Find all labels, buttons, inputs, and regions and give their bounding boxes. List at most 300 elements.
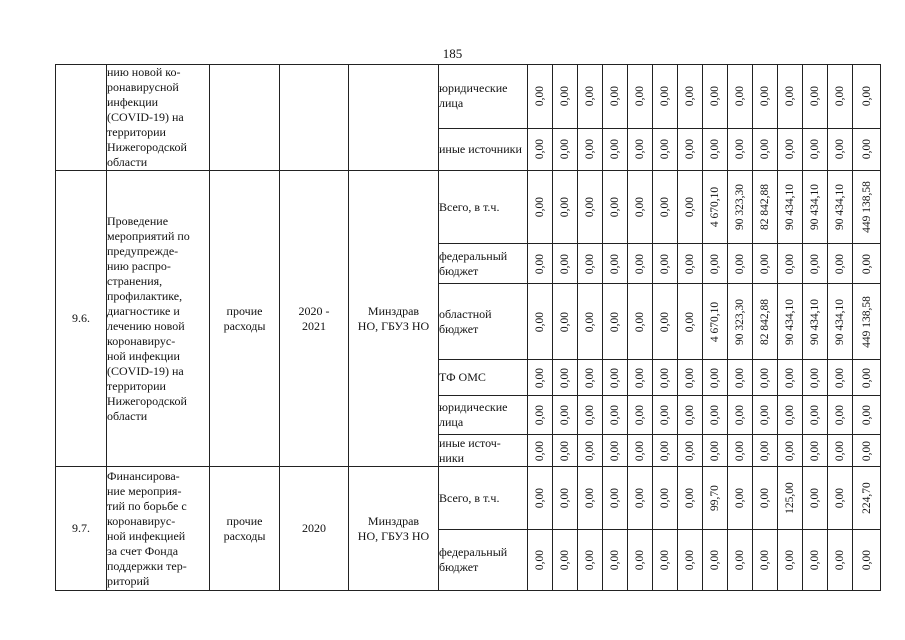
- amount-value: 0,00: [534, 404, 546, 426]
- amount-value: 0,00: [609, 196, 621, 218]
- amount-value: 0,00: [609, 487, 621, 509]
- amount-cell: [728, 284, 753, 360]
- amount-value: 0,00: [809, 86, 821, 107]
- amount-value: 0,00: [659, 139, 671, 160]
- amount-value: 90 323,30: [734, 298, 746, 345]
- item-description: Финансирова- ние мероприя- тий по борьбе с коронавирус- ной инфекцией за счет Фонда поддержки тер- риторий: [107, 467, 210, 591]
- amount-cell: [803, 128, 828, 170]
- funding-source: областной бюджет: [439, 284, 528, 360]
- amount-cell: [578, 467, 603, 530]
- executors: Минздрав НО, ГБУЗ НО: [349, 171, 439, 467]
- amount-value: 0,00: [834, 367, 846, 388]
- amount-cell: [653, 244, 678, 284]
- amount-cell: [828, 128, 853, 170]
- amount-value: 0,00: [759, 367, 771, 388]
- amount-cell: [528, 435, 553, 467]
- amount-value: 0,00: [860, 404, 873, 426]
- amount-value: 90 434,10: [834, 298, 846, 345]
- amount-value: 0,00: [634, 440, 646, 461]
- amount-cell: [528, 244, 553, 284]
- amount-cell: [553, 396, 578, 435]
- amount-cell: [728, 396, 753, 435]
- amount-cell: [678, 244, 703, 284]
- amount-value: 0,00: [684, 549, 696, 571]
- amount-value: 0,00: [684, 367, 696, 388]
- amount-cell: [778, 171, 803, 244]
- amount-value: 0,00: [709, 440, 721, 461]
- amount-value: 0,00: [609, 440, 621, 461]
- amount-cell: [553, 467, 578, 530]
- amount-cell: [553, 435, 578, 467]
- amount-cell: [728, 360, 753, 396]
- amount-value: 0,00: [734, 404, 746, 426]
- amount-cell: [628, 128, 653, 170]
- amount-cell: [828, 244, 853, 284]
- amount-value: 0,00: [809, 440, 821, 461]
- amount-cell: [603, 467, 628, 530]
- amount-cell: [828, 65, 853, 129]
- amount-cell: [853, 530, 881, 591]
- amount-value: 90 434,10: [784, 184, 796, 230]
- amount-cell: [528, 396, 553, 435]
- amount-value: 90 434,10: [809, 298, 821, 345]
- amount-cell: [753, 244, 778, 284]
- amount-cell: [553, 171, 578, 244]
- period: 2020: [280, 467, 349, 591]
- amount-value: 0,00: [559, 487, 571, 509]
- amount-value: 0,00: [759, 549, 771, 571]
- amount-cell: [578, 171, 603, 244]
- amount-cell: [628, 284, 653, 360]
- amount-cell: [553, 284, 578, 360]
- amount-value: 0,00: [534, 440, 546, 461]
- amount-cell: [578, 284, 603, 360]
- amount-cell: [853, 171, 881, 244]
- amount-cell: [703, 65, 728, 129]
- amount-cell: [753, 435, 778, 467]
- amount-value: 0,00: [784, 367, 796, 388]
- amount-cell: [628, 65, 653, 129]
- amount-cell: [728, 244, 753, 284]
- amount-cell: [628, 435, 653, 467]
- budget-table: [55, 64, 881, 591]
- funding-source: юридические лица: [439, 396, 528, 435]
- amount-value: 90 434,10: [834, 184, 846, 230]
- amount-value: 0,00: [860, 86, 873, 107]
- amount-cell: [528, 360, 553, 396]
- amount-cell: [603, 244, 628, 284]
- amount-value: 90 434,10: [809, 184, 821, 230]
- item-description: нию новой ко- ронавирусной инфекции (COVID-19) на территории Нижегородской области: [107, 65, 210, 171]
- table-row: [56, 171, 881, 244]
- amount-value: 0,00: [584, 139, 596, 160]
- item-description: Проведение мероприятий по предупрежде- нию распро- странения, профилактике, диагностике и лечению новой коронавирус- ной инфекции (COVID-19) на территории Нижегородской области: [107, 171, 210, 467]
- amount-value: 0,00: [584, 253, 596, 274]
- amount-value: 0,00: [584, 404, 596, 426]
- amount-cell: [728, 467, 753, 530]
- amount-cell: [803, 244, 828, 284]
- amount-value: 0,00: [809, 139, 821, 160]
- amount-cell: [753, 396, 778, 435]
- amount-value: 0,00: [684, 440, 696, 461]
- amount-value: 0,00: [534, 487, 546, 509]
- amount-cell: [803, 467, 828, 530]
- amount-cell: [678, 171, 703, 244]
- amount-cell: [728, 530, 753, 591]
- amount-value: 0,00: [659, 440, 671, 461]
- amount-cell: [528, 530, 553, 591]
- amount-value: 0,00: [709, 549, 721, 571]
- amount-value: 0,00: [634, 404, 646, 426]
- amount-cell: [803, 435, 828, 467]
- item-number: 9.6.: [56, 171, 107, 467]
- amount-value: 0,00: [659, 404, 671, 426]
- amount-cell: [728, 65, 753, 129]
- amount-value: 0,00: [659, 196, 671, 218]
- amount-value: 224,70: [860, 482, 873, 514]
- amount-value: 0,00: [634, 86, 646, 107]
- amount-cell: [703, 396, 728, 435]
- amount-value: 0,00: [734, 549, 746, 571]
- amount-cell: [653, 360, 678, 396]
- amount-cell: [653, 435, 678, 467]
- table-row: [56, 65, 881, 129]
- amount-cell: [803, 396, 828, 435]
- amount-cell: [853, 244, 881, 284]
- amount-cell: [703, 435, 728, 467]
- amount-value: 0,00: [684, 139, 696, 160]
- amount-cell: [628, 530, 653, 591]
- amount-cell: [703, 530, 728, 591]
- amount-cell: [803, 171, 828, 244]
- amount-cell: [703, 171, 728, 244]
- amount-cell: [778, 435, 803, 467]
- amount-cell: [853, 396, 881, 435]
- item-number: 9.7.: [56, 467, 107, 591]
- amount-value: 0,00: [834, 404, 846, 426]
- amount-value: 0,00: [784, 253, 796, 274]
- amount-value: 0,00: [734, 487, 746, 509]
- amount-cell: [628, 171, 653, 244]
- funding-source: Всего, в т.ч.: [439, 467, 528, 530]
- amount-cell: [753, 65, 778, 129]
- amount-value: 0,00: [659, 487, 671, 509]
- amount-value: 0,00: [860, 367, 873, 388]
- amount-value: 0,00: [734, 139, 746, 160]
- executors: [349, 65, 439, 171]
- amount-value: 0,00: [609, 311, 621, 332]
- amount-value: 0,00: [534, 367, 546, 388]
- amount-cell: [703, 284, 728, 360]
- amount-cell: [828, 360, 853, 396]
- funding-source: ТФ ОМС: [439, 360, 528, 396]
- amount-value: 0,00: [860, 440, 873, 461]
- amount-cell: [778, 396, 803, 435]
- amount-cell: [728, 435, 753, 467]
- amount-value: 99,70: [709, 485, 721, 511]
- amount-value: 0,00: [634, 367, 646, 388]
- amount-value: 0,00: [584, 487, 596, 509]
- amount-cell: [553, 530, 578, 591]
- amount-value: 0,00: [734, 367, 746, 388]
- amount-cell: [803, 65, 828, 129]
- amount-value: 0,00: [559, 549, 571, 571]
- amount-cell: [553, 244, 578, 284]
- amount-value: 0,00: [860, 139, 873, 160]
- amount-cell: [728, 128, 753, 170]
- amount-value: 0,00: [784, 139, 796, 160]
- amount-value: 0,00: [759, 253, 771, 274]
- amount-value: 0,00: [709, 139, 721, 160]
- amount-value: 0,00: [684, 86, 696, 107]
- expense-type: прочие расходы: [210, 171, 280, 467]
- amount-cell: [678, 530, 703, 591]
- amount-value: 0,00: [709, 404, 721, 426]
- funding-source: иные источники: [439, 128, 528, 170]
- amount-cell: [653, 467, 678, 530]
- amount-cell: [653, 530, 678, 591]
- amount-value: 0,00: [759, 487, 771, 509]
- table-row: [56, 467, 881, 530]
- amount-cell: [753, 128, 778, 170]
- item-number: [56, 65, 107, 171]
- amount-cell: [778, 530, 803, 591]
- amount-cell: [828, 171, 853, 244]
- amount-value: 0,00: [809, 549, 821, 571]
- amount-value: 0,00: [734, 440, 746, 461]
- amount-cell: [578, 435, 603, 467]
- amount-value: 0,00: [784, 440, 796, 461]
- amount-value: 0,00: [609, 549, 621, 571]
- amount-value: 0,00: [659, 311, 671, 332]
- amount-cell: [678, 360, 703, 396]
- amount-value: 0,00: [634, 253, 646, 274]
- amount-value: 0,00: [709, 86, 721, 107]
- amount-value: 0,00: [609, 404, 621, 426]
- amount-cell: [678, 396, 703, 435]
- amount-value: 0,00: [609, 367, 621, 388]
- amount-value: 0,00: [609, 86, 621, 107]
- amount-cell: [778, 128, 803, 170]
- amount-cell: [828, 467, 853, 530]
- amount-value: 0,00: [559, 253, 571, 274]
- amount-value: 0,00: [534, 253, 546, 274]
- amount-value: 0,00: [834, 253, 846, 274]
- amount-cell: [678, 467, 703, 530]
- period: 2020 - 2021: [280, 171, 349, 467]
- amount-value: 0,00: [734, 86, 746, 107]
- amount-cell: [553, 65, 578, 129]
- amount-value: 0,00: [534, 139, 546, 160]
- amount-value: 0,00: [584, 311, 596, 332]
- amount-cell: [828, 530, 853, 591]
- amount-cell: [803, 530, 828, 591]
- amount-value: 0,00: [584, 440, 596, 461]
- amount-cell: [603, 435, 628, 467]
- amount-value: 0,00: [584, 196, 596, 218]
- amount-cell: [678, 284, 703, 360]
- amount-cell: [653, 284, 678, 360]
- amount-cell: [628, 244, 653, 284]
- amount-value: 0,00: [659, 367, 671, 388]
- amount-value: 0,00: [559, 311, 571, 332]
- amount-cell: [753, 284, 778, 360]
- expense-type: [210, 65, 280, 171]
- amount-value: 0,00: [609, 253, 621, 274]
- amount-value: 0,00: [534, 196, 546, 218]
- funding-source: юридические лица: [439, 65, 528, 129]
- amount-cell: [753, 171, 778, 244]
- amount-value: 0,00: [809, 367, 821, 388]
- amount-value: 0,00: [834, 487, 846, 509]
- amount-cell: [653, 171, 678, 244]
- amount-cell: [528, 128, 553, 170]
- amount-cell: [853, 435, 881, 467]
- amount-value: 0,00: [860, 253, 873, 274]
- amount-cell: [653, 128, 678, 170]
- amount-value: 0,00: [709, 367, 721, 388]
- amount-cell: [528, 65, 553, 129]
- amount-cell: [703, 360, 728, 396]
- funding-source: иные источ- ники: [439, 435, 528, 467]
- amount-value: 0,00: [634, 139, 646, 160]
- amount-value: 4 670,10: [709, 301, 721, 342]
- amount-cell: [678, 128, 703, 170]
- amount-value: 0,00: [634, 311, 646, 332]
- amount-cell: [653, 396, 678, 435]
- amount-cell: [578, 65, 603, 129]
- amount-value: 0,00: [809, 404, 821, 426]
- amount-cell: [828, 284, 853, 360]
- funding-source: федеральный бюджет: [439, 244, 528, 284]
- amount-value: 0,00: [784, 404, 796, 426]
- amount-value: 0,00: [559, 367, 571, 388]
- amount-value: 0,00: [759, 86, 771, 107]
- amount-value: 0,00: [634, 549, 646, 571]
- amount-value: 0,00: [834, 86, 846, 107]
- amount-cell: [703, 467, 728, 530]
- amount-cell: [578, 396, 603, 435]
- amount-cell: [778, 244, 803, 284]
- executors: Минздрав НО, ГБУЗ НО: [349, 467, 439, 591]
- amount-value: 449 138,58: [860, 181, 873, 233]
- amount-cell: [853, 360, 881, 396]
- amount-cell: [578, 244, 603, 284]
- amount-cell: [653, 65, 678, 129]
- amount-cell: [528, 284, 553, 360]
- amount-value: 0,00: [659, 253, 671, 274]
- amount-cell: [753, 360, 778, 396]
- amount-value: 82 842,88: [759, 184, 771, 230]
- amount-cell: [628, 396, 653, 435]
- amount-cell: [753, 467, 778, 530]
- amount-value: 0,00: [584, 549, 596, 571]
- amount-value: 0,00: [759, 404, 771, 426]
- amount-value: 0,00: [734, 253, 746, 274]
- amount-value: 0,00: [834, 139, 846, 160]
- amount-cell: [578, 128, 603, 170]
- amount-value: 0,00: [559, 196, 571, 218]
- amount-cell: [778, 65, 803, 129]
- amount-cell: [853, 65, 881, 129]
- amount-value: 0,00: [709, 253, 721, 274]
- amount-cell: [603, 171, 628, 244]
- amount-cell: [853, 128, 881, 170]
- amount-cell: [828, 396, 853, 435]
- amount-cell: [728, 171, 753, 244]
- period: [280, 65, 349, 171]
- amount-value: 0,00: [659, 549, 671, 571]
- funding-source: Всего, в т.ч.: [439, 171, 528, 244]
- amount-value: 0,00: [784, 86, 796, 107]
- amount-cell: [828, 435, 853, 467]
- amount-value: 90 434,10: [784, 298, 796, 345]
- amount-value: 0,00: [559, 86, 571, 107]
- amount-value: 0,00: [534, 86, 546, 107]
- amount-value: 0,00: [809, 253, 821, 274]
- amount-value: 0,00: [559, 139, 571, 160]
- amount-value: 0,00: [584, 367, 596, 388]
- amount-cell: [678, 65, 703, 129]
- amount-cell: [853, 284, 881, 360]
- amount-cell: [778, 284, 803, 360]
- amount-cell: [528, 171, 553, 244]
- expense-type: прочие расходы: [210, 467, 280, 591]
- amount-cell: [603, 284, 628, 360]
- amount-cell: [603, 128, 628, 170]
- amount-cell: [778, 467, 803, 530]
- amount-value: 0,00: [684, 311, 696, 332]
- amount-cell: [553, 128, 578, 170]
- amount-value: 0,00: [659, 86, 671, 107]
- amount-cell: [603, 65, 628, 129]
- amount-value: 0,00: [784, 549, 796, 571]
- amount-value: 0,00: [684, 487, 696, 509]
- amount-cell: [753, 530, 778, 591]
- amount-value: 90 323,30: [734, 184, 746, 230]
- amount-value: 125,00: [784, 482, 796, 514]
- amount-cell: [628, 360, 653, 396]
- amount-value: 0,00: [684, 404, 696, 426]
- amount-value: 0,00: [534, 311, 546, 332]
- amount-cell: [528, 467, 553, 530]
- amount-value: 0,00: [609, 139, 621, 160]
- amount-value: 0,00: [759, 440, 771, 461]
- amount-cell: [628, 467, 653, 530]
- amount-value: 0,00: [860, 549, 873, 571]
- amount-cell: [603, 360, 628, 396]
- amount-cell: [803, 284, 828, 360]
- page-number: 185: [442, 46, 463, 61]
- amount-value: 0,00: [684, 196, 696, 218]
- amount-cell: [578, 530, 603, 591]
- amount-value: 0,00: [559, 404, 571, 426]
- amount-value: 0,00: [759, 139, 771, 160]
- amount-cell: [803, 360, 828, 396]
- amount-value: 0,00: [634, 487, 646, 509]
- amount-cell: [553, 360, 578, 396]
- amount-value: 0,00: [634, 196, 646, 218]
- amount-cell: [603, 530, 628, 591]
- amount-cell: [703, 244, 728, 284]
- amount-value: 4 670,10: [709, 186, 721, 228]
- amount-value: 0,00: [809, 487, 821, 509]
- amount-value: 0,00: [684, 253, 696, 274]
- amount-cell: [778, 360, 803, 396]
- amount-value: 82 842,88: [759, 298, 771, 345]
- amount-value: 0,00: [834, 440, 846, 461]
- amount-value: 449 138,58: [860, 295, 873, 348]
